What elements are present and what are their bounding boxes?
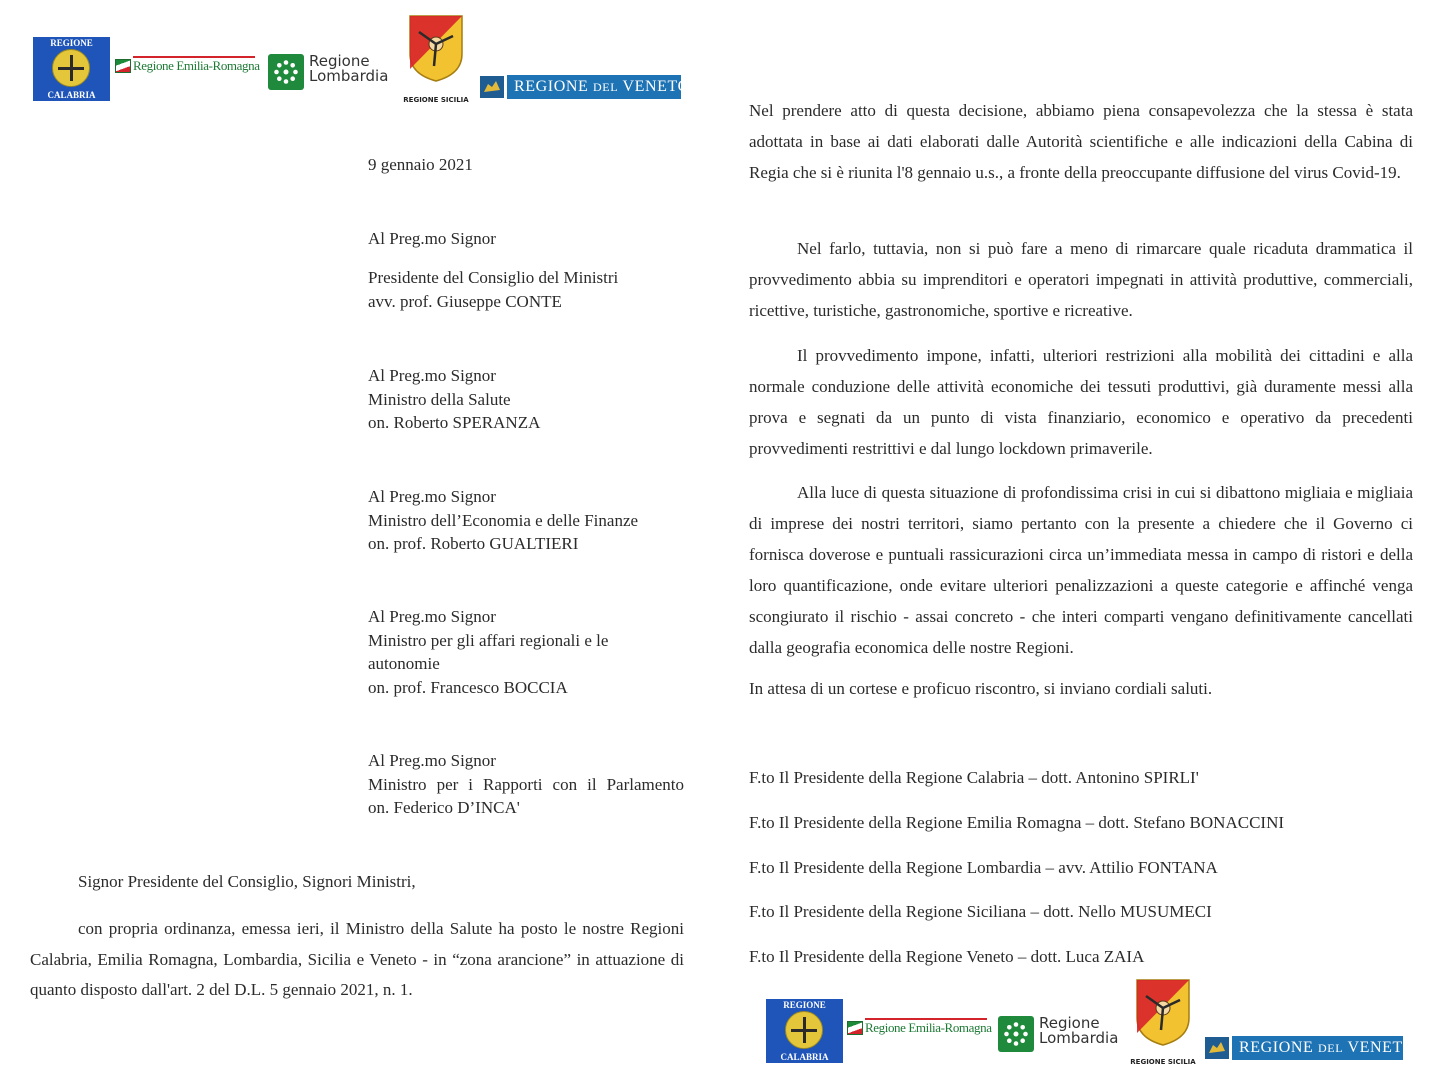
body-paragraph: Nel prendere atto di questa decisione, abbiamo piena consapevolezza che la stessa è stata adottata in base ai dati elaborati dalle Autorità scientifiche e alle indicazioni della Cabina di Regia che si è riunita l'8 gennaio u.s., a fronte della preoccupante diffusione del virus Covid-19. bbox=[749, 101, 1413, 182]
lion-of-saint-mark-icon bbox=[480, 76, 504, 98]
body-paragraph: Nel farlo, tuttavia, non si può fare a meno di rimarcare quale ricaduta drammatica il provvedimento abbia su imprenditori e operatori impegnati in attività produttive, commerciali, ricettive, turistiche, gastronomiche, sportive e ricreative. bbox=[749, 239, 1413, 320]
veneto-logo: REGIONE DEL VENETO bbox=[1205, 1036, 1403, 1060]
lion-of-saint-mark-icon bbox=[1205, 1037, 1229, 1059]
calabria-emblem-icon bbox=[52, 49, 90, 87]
addressee-block: Al Preg.mo Signor Ministro della Salute on. Roberto SPERANZA bbox=[368, 366, 541, 432]
trinacria-shield-icon bbox=[407, 14, 465, 82]
emilia-flag-icon bbox=[847, 1021, 863, 1035]
addressee-block: Presidente del Consiglio del Ministri avv. prof. Giuseppe CONTE bbox=[368, 268, 619, 311]
calabria-emblem-icon bbox=[785, 1011, 823, 1049]
addressee-block: Al Preg.mo Signor Ministro per gli affari regionali e le autonomie on. prof. Francesco BOCCIA bbox=[368, 607, 609, 697]
signature-line: F.to Il Presidente della Regione Veneto – dott. Luca ZAIA bbox=[749, 947, 1145, 966]
signature-line: F.to Il Presidente della Regione Emilia Romagna – dott. Stefano BONACCINI bbox=[749, 813, 1285, 832]
emilia-romagna-logo: Regione Emilia-Romagna bbox=[847, 1018, 987, 1040]
body-paragraph: Il provvedimento impone, infatti, ulteriori restrizioni alla mobilità dei cittadini e alla normale conduzione delle attività economiche dei tessuti produttivi, già duramente messi alla prova e segnati da un punto di vista finanziario, economico e operativo da precedenti provvedimenti restrittivi e dal lungo lockdown primaverile. bbox=[749, 346, 1413, 458]
emilia-flag-icon bbox=[115, 59, 131, 73]
calabria-logo: REGIONE CALABRIA bbox=[766, 999, 843, 1063]
body-paragraph: Alla luce di questa situazione di profondissima crisi in cui si dibattono migliaia e migliaia di imprese dei nostri territori, siamo pertanto con la presente a chiedere che il Governo ci fornisca doverose e puntuali rassicurazioni circa un’immediata messa in campo di ristori e della loro quantificazione, onde evitare ulteriori penalizzazioni a queste categorie e affinché venga scongiurato il rischio - assai concreto - che interi comparti vengano definitivamente cancellati dalla geografia economica delle nostre Regioni. bbox=[749, 483, 1413, 657]
opening-paragraph: con propria ordinanza, emessa ieri, il Ministro della Salute ha posto le nostre Regioni Calabria, Emilia Romagna, Lombardia, Sicilia e Veneto - in “zona arancione” in attuazione di quanto disposto dall'art. 2 del D.L. 5 gennaio 2021, n. 1. bbox=[30, 919, 684, 999]
signature-line: F.to Il Presidente della Regione Lombardia – avv. Attilio FONTANA bbox=[749, 858, 1218, 877]
addressee-block: Al Preg.mo Signor Ministro per i Rapporti con il Parlamento on. Federico D’INCA' bbox=[368, 751, 684, 817]
calabria-logo: REGIONE CALABRIA bbox=[33, 37, 110, 101]
signature-line: F.to Il Presidente della Regione Siciliana – dott. Nello MUSUMECI bbox=[749, 902, 1212, 921]
addressee-block: Al Preg.mo Signor bbox=[368, 229, 496, 248]
closing-line: In attesa di un cortese e proficuo riscontro, si inviano cordiali saluti. bbox=[749, 679, 1213, 698]
addressee-block: Al Preg.mo Signor Ministro dell’Economia e delle Finanze on. prof. Roberto GUALTIERI bbox=[368, 487, 639, 553]
salutation: Signor Presidente del Consiglio, Signori Ministri, bbox=[78, 872, 416, 891]
sicilia-logo: REGIONE SICILIA bbox=[1132, 978, 1194, 1066]
trinacria-shield-icon bbox=[1134, 978, 1192, 1046]
rosa-camuna-icon bbox=[268, 54, 304, 90]
emilia-romagna-logo: Regione Emilia-Romagna bbox=[115, 56, 255, 78]
lombardia-logo: Regione Lombardia bbox=[998, 1016, 1128, 1052]
signature-line: F.to Il Presidente della Regione Calabria – dott. Antonino SPIRLI' bbox=[749, 768, 1199, 787]
sicilia-logo: REGIONE SICILIA bbox=[405, 14, 467, 104]
lombardia-logo: Regione Lombardia bbox=[268, 54, 398, 90]
rosa-camuna-icon bbox=[998, 1016, 1034, 1052]
letter-date: 9 gennaio 2021 bbox=[368, 155, 473, 174]
veneto-logo: REGIONE DEL VENETO bbox=[480, 75, 681, 99]
